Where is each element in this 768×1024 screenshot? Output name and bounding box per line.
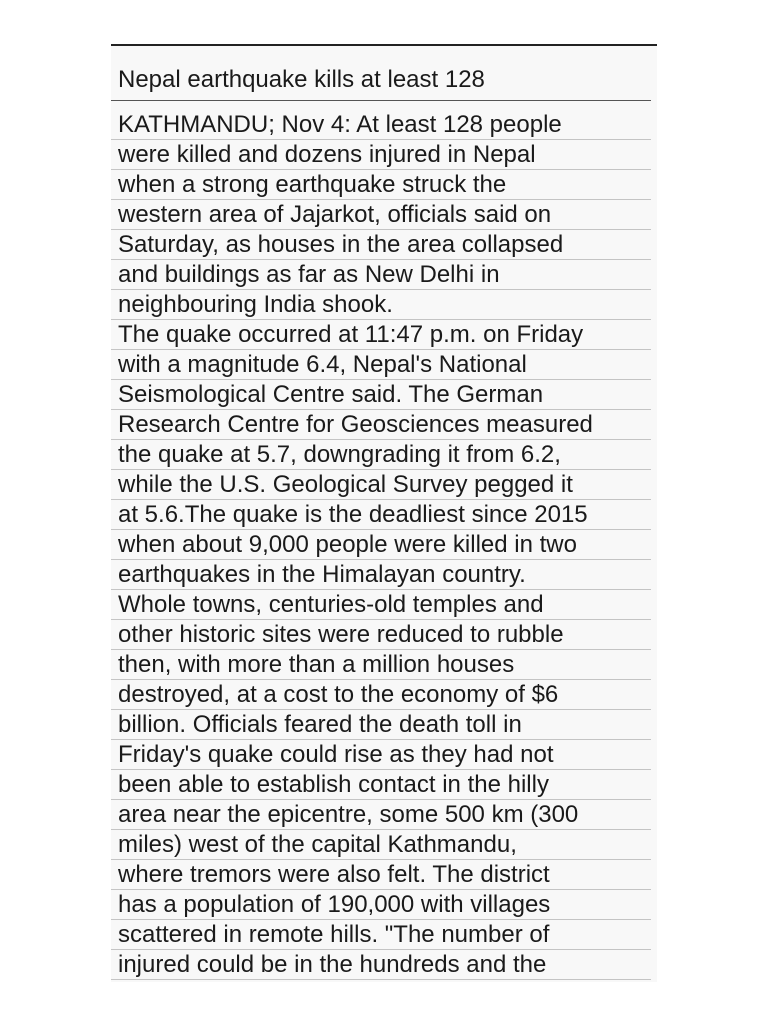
note-line: billion. Officials feared the death toll in <box>111 710 651 740</box>
note-line: miles) west of the capital Kathmandu, <box>111 830 651 860</box>
note-line: and buildings as far as New Delhi in <box>111 260 651 290</box>
note-line: Friday's quake could rise as they had not <box>111 740 651 770</box>
note-line: when about 9,000 people were killed in two <box>111 530 651 560</box>
note-line: scattered in remote hills. "The number of <box>111 920 651 950</box>
note-line: were killed and dozens injured in Nepal <box>111 140 651 170</box>
note-line: KATHMANDU; Nov 4: At least 128 people <box>111 110 651 140</box>
note-line: Seismological Centre said. The German <box>111 380 651 410</box>
note-line: destroyed, at a cost to the economy of $6 <box>111 680 651 710</box>
note-line: Research Centre for Geosciences measured <box>111 410 651 440</box>
note-line: western area of Jajarkot, officials said on <box>111 200 651 230</box>
note-line: at 5.6.The quake is the deadliest since 2015 <box>111 500 651 530</box>
note-line: been able to establish contact in the hilly <box>111 770 651 800</box>
note-line: then, with more than a million houses <box>111 650 651 680</box>
note-line: while the U.S. Geological Survey pegged it <box>111 470 651 500</box>
note-line: The quake occurred at 11:47 p.m. on Friday <box>111 320 651 350</box>
note-body[interactable] <box>111 110 651 980</box>
note-line: Saturday, as houses in the area collapsed <box>111 230 651 260</box>
note-line: has a population of 190,000 with villages <box>111 890 651 920</box>
note-line: with a magnitude 6.4, Nepal's National <box>111 350 651 380</box>
title-row[interactable] <box>111 46 651 101</box>
note-line: where tremors were also felt. The district <box>111 860 651 890</box>
note-line: neighbouring India shook. <box>111 290 651 320</box>
note-title: Nepal earthquake kills at least 128 <box>118 66 485 93</box>
note-line: other historic sites were reduced to rubble <box>111 620 651 650</box>
note-page <box>111 44 657 982</box>
note-line: when a strong earthquake struck the <box>111 170 651 200</box>
note-line: the quake at 5.7, downgrading it from 6.2, <box>111 440 651 470</box>
note-line: injured could be in the hundreds and the <box>111 950 651 980</box>
note-line: area near the epicentre, some 500 km (300 <box>111 800 651 830</box>
note-line: Whole towns, centuries-old temples and <box>111 590 651 620</box>
note-line: earthquakes in the Himalayan country. <box>111 560 651 590</box>
